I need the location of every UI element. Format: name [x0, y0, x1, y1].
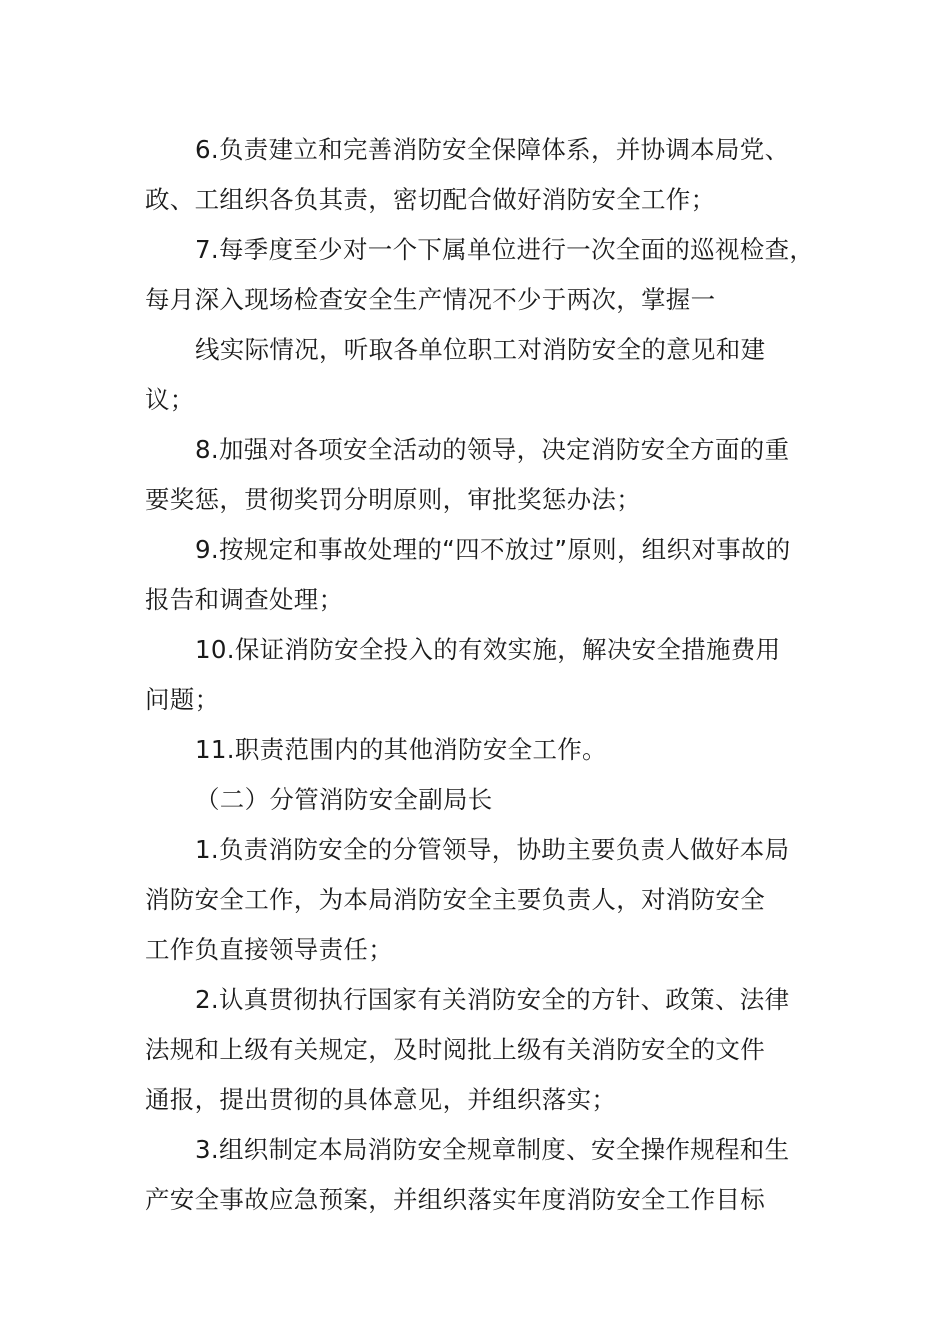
text-line: 通报，提出贯彻的具体意见，并组织落实；: [145, 1085, 617, 1114]
text-line: 工作负直接领导责任；: [145, 935, 393, 964]
text-line: 10.保证消防安全投入的有效实施，解决安全措施费用: [195, 635, 781, 664]
text-line: 报告和调查处理；: [145, 585, 344, 614]
text-line: 要奖惩，贯彻奖罚分明原则，审批奖惩办法；: [145, 485, 641, 514]
text-line: 7.每季度至少对一个下属单位进行一次全面的巡视检查，: [195, 235, 815, 264]
section-heading: （二）分管消防安全副局长: [195, 785, 493, 814]
text-line: 2.认真贯彻执行国家有关消防安全的方针、政策、法律: [195, 985, 790, 1014]
text-line: 消防安全工作，为本局消防安全主要负责人，对消防安全: [145, 885, 765, 914]
text-line: 6.负责建立和完善消防安全保障体系，并协调本局党、: [195, 135, 790, 164]
text-line: 政、工组织各负其责，密切配合做好消防安全工作；: [145, 185, 716, 214]
text-line: 产安全事故应急预案，并组织落实年度消防安全工作目标: [145, 1185, 765, 1214]
text-line: 8.加强对各项安全活动的领导，决定消防安全方面的重: [195, 435, 790, 464]
text-line: 每月深入现场检查安全生产情况不少于两次，掌握一: [145, 285, 716, 314]
text-line: 1.负责消防安全的分管领导，协助主要负责人做好本局: [195, 835, 790, 864]
text-line: 线实际情况，听取各单位职工对消防安全的意见和建: [195, 335, 766, 364]
text-line: 9.按规定和事故处理的“四不放过”原则，组织对事故的: [195, 535, 791, 564]
text-line: 3.组织制定本局消防安全规章制度、安全操作规程和生: [195, 1135, 790, 1164]
text-line: 议；: [145, 385, 195, 414]
text-line: 法规和上级有关规定，及时阅批上级有关消防安全的文件: [145, 1035, 765, 1064]
text-line: 11.职责范围内的其他消防安全工作。: [195, 735, 607, 764]
text-line: 问题；: [145, 685, 220, 714]
